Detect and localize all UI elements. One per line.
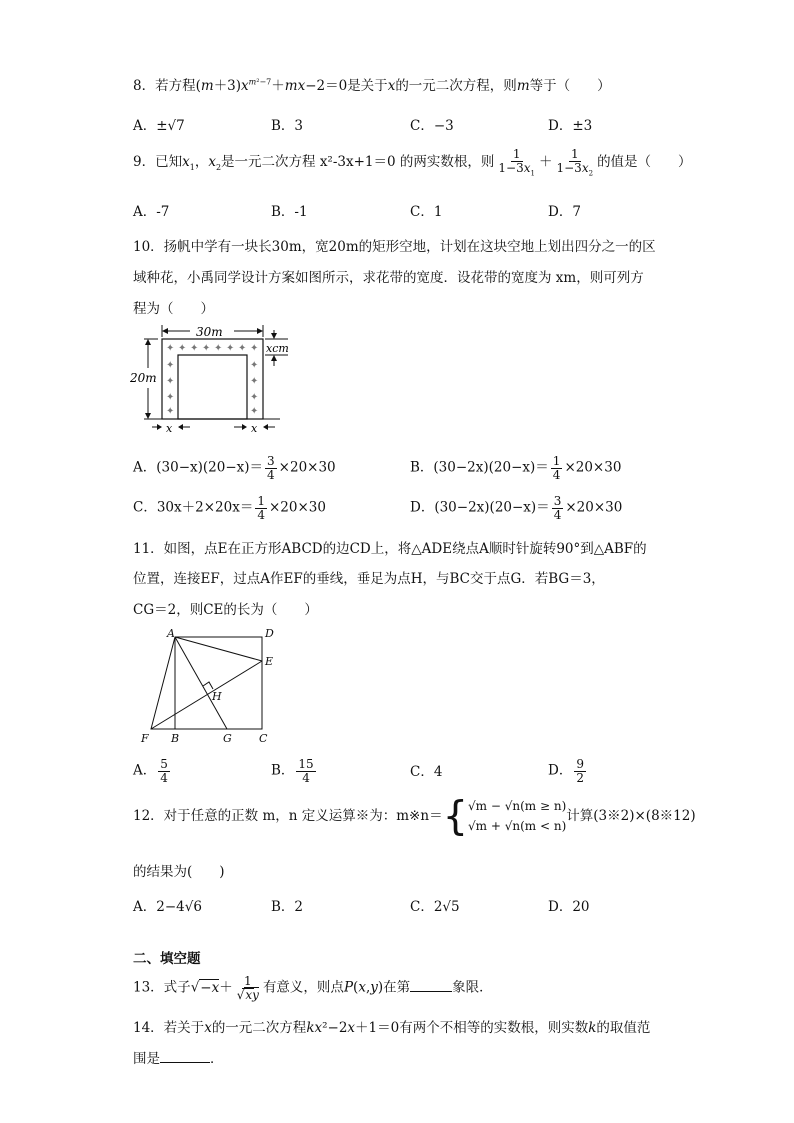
section-fill-in-heading: 二、填空题	[133, 951, 201, 967]
svg-text:✦: ✦	[238, 343, 247, 354]
q10-option-d[interactable]: D．(30−2x)(20−x)＝ $\frac{3}{4}$ ×20×30	[410, 494, 623, 522]
q12-option-b[interactable]: B．2	[271, 899, 304, 915]
svg-text:✦: ✦	[250, 343, 259, 354]
q12-option-c[interactable]: C．2√5	[410, 899, 460, 915]
svg-text:✦: ✦	[166, 360, 175, 371]
q8-stem: 8．若方程$(m+3)x^{m^2-7}+mx-2=0$是关于x的一元二次方程，则m等于（ ）	[133, 77, 611, 94]
q8-option-c[interactable]: C．−3	[410, 118, 454, 134]
svg-text:✦: ✦	[190, 343, 199, 354]
q10-fig-bottom-x2: x	[251, 422, 258, 435]
q11-figure	[135, 625, 285, 745]
q10-line1: 10．扬帆中学有一块长30m，宽20m的矩形空地，计划在这块空地上划出四分之一的区	[133, 239, 656, 255]
svg-text:✦: ✦	[178, 343, 187, 354]
q11-label-e: E	[265, 655, 274, 668]
q13-answer-blank[interactable]	[410, 979, 452, 992]
q11-label-d: D	[265, 627, 274, 640]
q12-option-a[interactable]: A．2−4√6	[133, 899, 202, 915]
svg-text:✦: ✦	[166, 343, 175, 354]
q11-label-a: A	[167, 627, 175, 640]
svg-text:✦: ✦	[226, 343, 235, 354]
q12-stem: 12．对于任意的正数 m，n 定义运算※为：m※n＝{ √m − √n(m ≥ n) √m + √n(m < n) 计算(3※2)×(8※12)	[133, 793, 696, 840]
svg-text:✦: ✦	[166, 376, 175, 387]
svg-text:✦: ✦	[250, 406, 259, 417]
q14-line2: 围是 ．	[133, 1051, 224, 1067]
q11-option-b[interactable]: B． $\frac{15}{4}$	[271, 757, 314, 785]
q11-line1: 11．如图，点E在正方形ABCD的边CD上，将△ADE绕点A顺时针旋转90°到△ABF的	[133, 541, 647, 557]
q8-option-a[interactable]: A．±√7	[133, 118, 185, 134]
q11-label-h: H	[212, 690, 222, 703]
q9-option-a[interactable]: A．-7	[133, 204, 170, 220]
q9-stem: 9．已知$x_1$，$x_2$是一元二次方程 x²-3x+1＝0 的两实数根，则 $\frac{1}{1-3x_1}$ ＋ $\frac{1}{1-3x_2}$ 的值是（ ）	[133, 147, 692, 177]
svg-text:✦: ✦	[202, 343, 211, 354]
q10-line2: 域种花，小禹同学设计方案如图所示，求花带的宽度．设花带的宽度为 xm，则可列方	[133, 270, 644, 286]
q10-figure	[130, 322, 300, 437]
q12-option-d[interactable]: D．20	[548, 899, 590, 915]
q11-label-b: B	[171, 732, 180, 745]
q8-option-b[interactable]: B．3	[271, 118, 304, 134]
q12-line2: 的结果为( )	[133, 864, 225, 880]
q13-stem: 13．式子√−x＋ $\frac{1}{√xy}$ 有意义，则点P(x,y)在第 象限．	[133, 974, 493, 1002]
q9-option-c[interactable]: C．1	[410, 204, 443, 220]
q10-fig-top-label: 30m	[196, 325, 223, 339]
q14-line1: 14．若关于x的一元二次方程kx²−2x＋1＝0有两个不相等的实数根，则实数k的取值范	[133, 1020, 651, 1036]
q11-label-f: F	[141, 732, 149, 745]
q11-line3: CG＝2，则CE的长为（ ）	[133, 602, 318, 618]
q9-option-d[interactable]: D．7	[548, 204, 581, 220]
q10-line3: 程为（ ）	[133, 301, 214, 317]
q10-option-b[interactable]: B．(30−2x)(20−x)＝ $\frac{1}{4}$ ×20×30	[410, 454, 622, 482]
svg-text:✦: ✦	[250, 360, 259, 371]
q11-option-a[interactable]: A． $\frac{5}{4}$	[133, 757, 168, 785]
q14-answer-blank[interactable]	[160, 1050, 210, 1063]
q10-option-c[interactable]: C．30x＋2×20x＝ $\frac{1}{4}$ ×20×30	[133, 494, 326, 522]
q11-option-c[interactable]: C．4	[410, 764, 443, 780]
q11-label-g: G	[223, 732, 232, 745]
q11-line2: 位置，连接EF，过点A作EF的垂线，垂足为点H，与BC交于点G．若BG＝3，	[133, 571, 605, 587]
q11-label-c: C	[259, 732, 268, 745]
svg-text:✦: ✦	[166, 406, 175, 417]
q11-option-d[interactable]: D． $\frac{9}{2}$	[548, 757, 584, 785]
svg-text:✦: ✦	[250, 376, 259, 387]
q10-fig-bottom-x1: x	[166, 422, 173, 435]
q8-option-d[interactable]: D．±3	[548, 118, 593, 134]
svg-text:✦: ✦	[214, 343, 223, 354]
svg-text:✦: ✦	[250, 392, 259, 403]
q9-option-b[interactable]: B．-1	[271, 204, 308, 220]
q10-fig-left-label: 20m	[130, 371, 157, 385]
q10-option-a[interactable]: A．(30−x)(20−x)＝ $\frac{3}{4}$ ×20×30	[133, 454, 336, 482]
q10-fig-right-label: xcm	[266, 342, 289, 355]
svg-text:✦: ✦	[166, 392, 175, 403]
